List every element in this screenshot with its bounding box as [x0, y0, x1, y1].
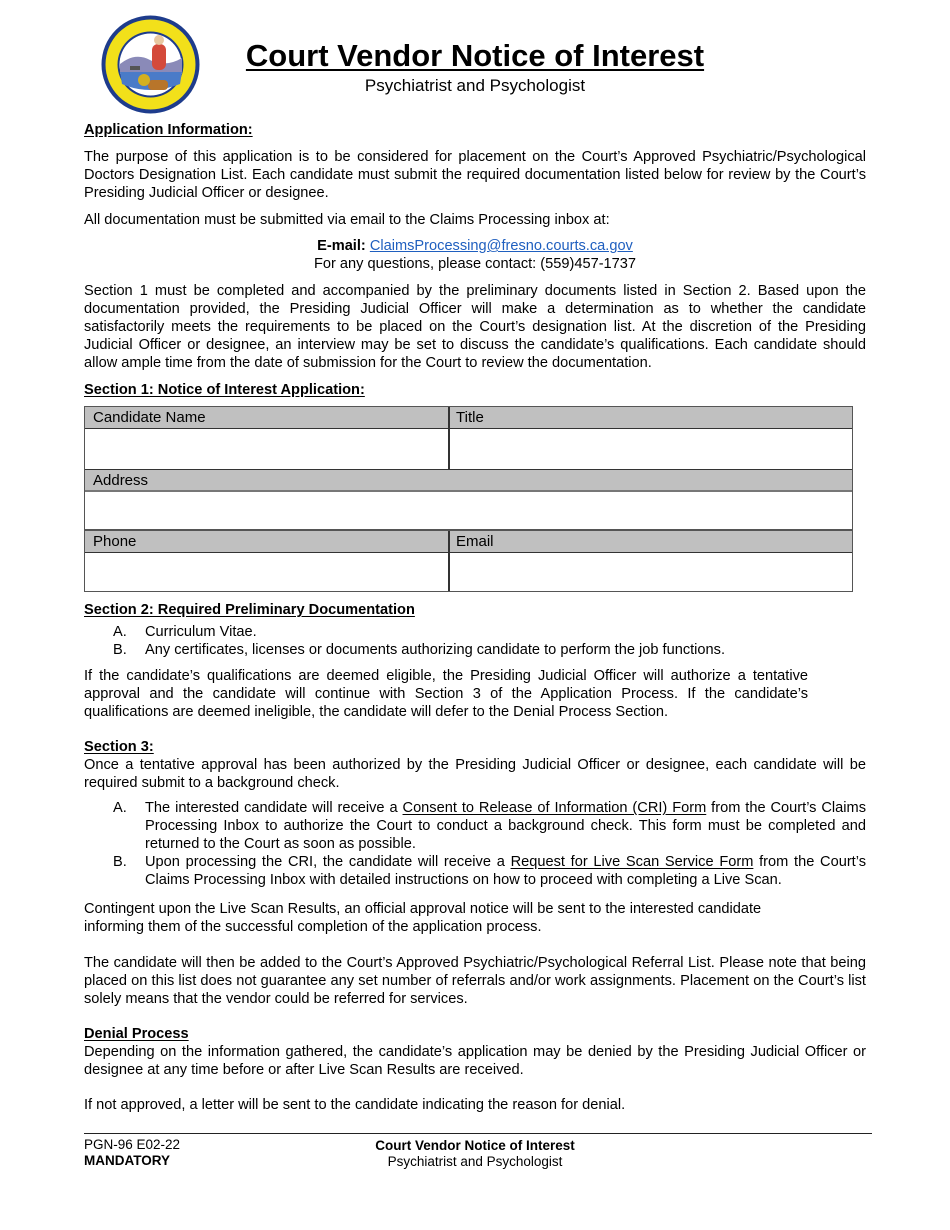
section-3-heading: Section 3: [84, 739, 154, 755]
list-marker: B. [113, 854, 127, 870]
eligibility-paragraph: If the candidate’s qualifications are deemed eligible, the Presiding Judicial Officer will authorize a tentative approval and the candidate will continue with Section 3 of the Application Process. If the candidate’s qualifications are deemed ineligible, the candidate will defer to the Denial Process Section. [84, 668, 808, 720]
column-divider [448, 407, 450, 428]
notice-of-interest-form [84, 406, 853, 592]
referral-list-paragraph: The candidate will then be added to the Court’s Approved Psychiatric/Psychological Referral List. Please note that being placed on this list does not guarantee any set number of referrals and/or work assignments. Placement on the Court’s list solely means that the vendor could be referred for services. [84, 955, 866, 1007]
background-check-steps-list [84, 799, 866, 889]
footer-form-info [84, 1137, 180, 1169]
list-item [84, 853, 866, 889]
footer-divider [84, 1133, 872, 1134]
document-subtitle: Psychiatrist and Psychologist [364, 76, 586, 95]
denial-letter-paragraph: If not approved, a letter will be sent to the candidate indicating the reason for denial. [84, 1097, 626, 1113]
title-label: Title [456, 409, 484, 426]
section-1-heading: Section 1: Notice of Interest Application: [84, 382, 365, 398]
email-field[interactable] [450, 553, 852, 591]
live-scan-results-paragraph: Contingent upon the Live Scan Results, an official approval notice will be sent to the interested candidate informing them of the successful completion of the application process. [84, 901, 762, 935]
footer-subtitle: Psychiatrist and Psychologist [387, 1153, 563, 1169]
section-1-instructions-paragraph: Section 1 must be completed and accompanied by the preliminary documents listed in Section 2. Based upon the documentation provided, the Presiding Judicial Officer will make a determination as to whether the candidate satisfactorily meets the requirements to be placed on the Court’s designation list. At the discretion of the Presiding Judicial Officer or designee, an interview may be set to discuss the candidate’s qualifications. Each candidate should allow ample time from the date of submission for the Court to review the documentation. [84, 283, 866, 371]
list-item [84, 623, 866, 641]
denial-process-heading: Denial Process [84, 1026, 189, 1042]
live-scan-form-reference: Request for Live Scan Service Form [510, 854, 754, 870]
application-purpose-paragraph: The purpose of this application is to be considered for placement on the Court’s Approved Psychiatric/Psychological Doctors Designation List. Each candidate must submit the required documentation listed below for review by the Court’s Presiding Judicial Officer or designee. [84, 149, 866, 201]
list-item-text: from the Court’s Claims Processing Inbox with detailed instructions on how to proceed with completing a Live Scan. [145, 854, 867, 888]
phone-email-header-row [85, 531, 852, 553]
address-input-row [85, 492, 852, 531]
email-label: E-mail: [317, 238, 366, 254]
form-number: PGN-96 E02-22 [84, 1137, 181, 1152]
required-documents-list [84, 623, 866, 659]
list-item-text: Curriculum Vitae. [145, 624, 257, 640]
california-seal-logo [100, 14, 201, 115]
list-marker: A. [113, 624, 127, 640]
background-check-intro: Once a tentative approval has been authorized by the Presiding Judicial Officer or designee, each candidate will be required submit to a background check. [84, 757, 866, 791]
footer-title-block [330, 1138, 620, 1169]
list-item [84, 641, 866, 659]
submission-instructions-paragraph: All documentation must be submitted via email to the Claims Processing inbox at: [84, 212, 610, 228]
address-label: Address [93, 472, 149, 489]
list-item-text: Any certificates, licenses or documents authorizing candidate to perform the job functions. [145, 642, 726, 658]
candidate-name-label: Candidate Name [93, 409, 206, 426]
candidate-name-field[interactable] [85, 429, 448, 469]
list-item-text: The interested candidate will receive a [145, 800, 403, 816]
phone-field[interactable] [85, 553, 448, 591]
list-marker: B. [113, 642, 127, 658]
contact-phone-line: For any questions, please contact: (559)457-1737 [313, 256, 637, 272]
address-header-row [85, 470, 852, 492]
footer-title: Court Vendor Notice of Interest [375, 1138, 575, 1153]
section-2-heading: Section 2: Required Preliminary Documentation [84, 602, 415, 618]
phone-email-input-row [85, 553, 852, 591]
cri-form-reference: Consent to Release of Information (CRI) Form [402, 800, 707, 816]
claims-processing-email-link[interactable]: ClaimsProcessing@fresno.courts.ca.gov [369, 238, 633, 254]
address-field[interactable] [85, 492, 852, 529]
column-divider [448, 531, 450, 552]
list-item [84, 799, 866, 853]
form-status: MANDATORY [84, 1153, 170, 1168]
list-item-text: from the Court’s Claims Processing Inbox to authorize the Court to conduct a background check. This form must be completed and returned to the Court as soon as possible. [145, 800, 866, 852]
title-field[interactable] [450, 429, 852, 469]
document-title: Court Vendor Notice of Interest [245, 38, 705, 73]
application-information-heading: Application Information: [84, 122, 253, 138]
phone-label: Phone [93, 533, 137, 550]
email-line [84, 237, 866, 255]
list-item-text: Upon processing the CRI, the candidate will receive a [145, 854, 511, 870]
name-title-header-row [85, 407, 852, 429]
list-marker: A. [113, 800, 127, 816]
denial-process-paragraph: Depending on the information gathered, the candidate’s application may be denied by the Presiding Judicial Officer or designee at any time before or after Live Scan Results are received. [84, 1044, 866, 1078]
email-label: Email [456, 533, 494, 550]
name-title-input-row [85, 429, 852, 470]
